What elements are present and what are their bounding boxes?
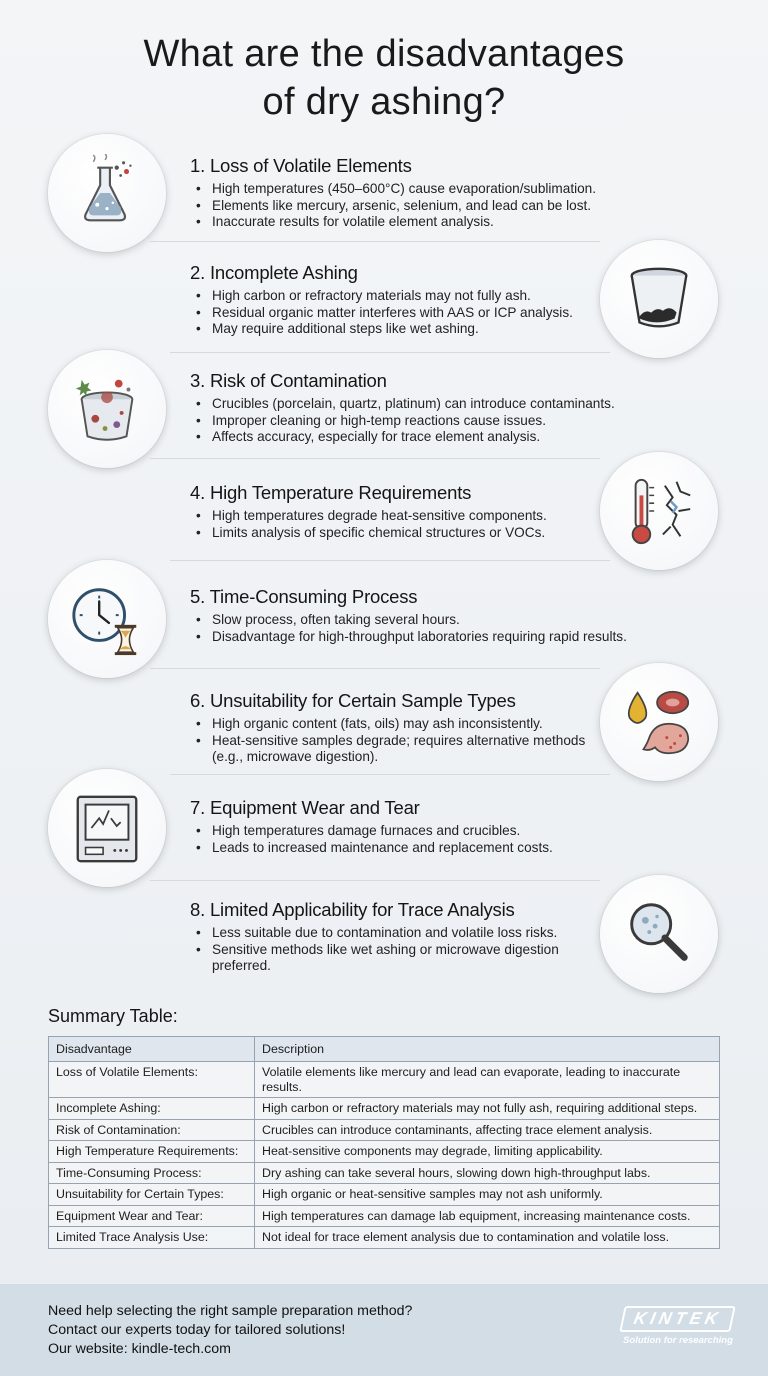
title-line-2: of dry ashing? [262, 81, 506, 123]
section-heading: 4. High Temperature Requirements [190, 482, 472, 503]
section-heading: 5. Time-Consuming Process [190, 586, 418, 607]
table-row [49, 1205, 720, 1227]
bullet: • High temperatures damage furnaces and crucibles. [190, 823, 660, 840]
table-cell: Crucibles can introduce contaminants, affecting trace element analysis. [255, 1119, 720, 1141]
bullet: • Inaccurate results for volatile element analysis. [190, 214, 660, 231]
divider [150, 241, 600, 242]
table-cell: Incomplete Ashing: [49, 1098, 255, 1120]
table-cell: Not ideal for trace element analysis due to contamination and volatile loss. [255, 1227, 720, 1249]
table-cell: Volatile elements like mercury and lead can evaporate, leading to inaccurate results. [255, 1062, 720, 1098]
bullet: • High temperatures degrade heat-sensitive components. [190, 508, 600, 525]
table-row [49, 1119, 720, 1141]
thermometer-icon [620, 472, 698, 550]
summary-title: Summary Table: [48, 1006, 178, 1026]
table-cell: High temperatures can damage lab equipment, increasing maintenance costs. [255, 1205, 720, 1227]
section-heading: 6. Unsuitability for Certain Sample Types [190, 690, 516, 711]
bullet: • High organic content (fats, oils) may ash inconsistently. [190, 716, 600, 733]
table-row [49, 1062, 720, 1098]
bullet: • High carbon or refractory materials may not fully ash. [190, 288, 600, 305]
table-cell: High carbon or refractory materials may not fully ash, requiring additional steps. [255, 1098, 720, 1120]
divider [170, 352, 610, 353]
magnifier-icon [620, 895, 698, 973]
brand-logo[interactable] [610, 1306, 746, 1346]
bullet: • Slow process, often taking several hours. [190, 612, 690, 629]
footer-website-link[interactable]: Our website: kindle-tech.com [48, 1341, 231, 1357]
divider [150, 458, 600, 459]
section-heading: 3. Risk of Contamination [190, 370, 387, 391]
brand-tagline: Solution for researching [623, 1335, 733, 1346]
bullet: • Affects accuracy, especially for trace element analysis. [190, 429, 670, 446]
section-trace-analysis [190, 899, 610, 975]
table-header-row [49, 1037, 720, 1062]
footer [0, 1284, 768, 1376]
crucible-icon-circle [600, 240, 718, 358]
bullet: • Residual organic matter interferes with AAS or ICP analysis. [190, 305, 600, 322]
table-cell: Risk of Contamination: [49, 1119, 255, 1141]
table-cell: Time-Consuming Process: [49, 1162, 255, 1184]
divider [170, 560, 610, 561]
section-volatile-loss [190, 155, 660, 231]
summary-table [48, 1036, 720, 1249]
trace-analysis-icon-circle [600, 875, 718, 993]
section-contamination [190, 370, 670, 446]
table-row [49, 1162, 720, 1184]
crucible-residue-icon [620, 260, 698, 338]
footer-line: Need help selecting the right sample preparation method? [48, 1303, 413, 1319]
footer-text [48, 1302, 412, 1359]
equipment-icon-circle [48, 769, 166, 887]
section-unsuitable-samples [190, 690, 600, 766]
contaminated-crucible-icon [68, 370, 146, 448]
bullet: • Elements like mercury, arsenic, selenium, and lead can be lost. [190, 198, 660, 215]
furnace-icon [68, 789, 146, 867]
table-cell: Equipment Wear and Tear: [49, 1205, 255, 1227]
bullet: • Crucibles (porcelain, quartz, platinum) can introduce contaminants. [190, 396, 670, 413]
section-equipment-wear [190, 797, 660, 856]
footer-line: Contact our experts today for tailored solutions! [48, 1322, 346, 1338]
bullet: • Heat-sensitive samples degrade; requires alternative methods (e.g., microwave digestion). [190, 733, 600, 766]
table-cell: High organic or heat-sensitive samples may not ash uniformly. [255, 1184, 720, 1206]
bullet: • High temperatures (450–600°C) cause evaporation/sublimation. [190, 181, 660, 198]
table-cell: Loss of Volatile Elements: [49, 1062, 255, 1098]
section-heading: 2. Incomplete Ashing [190, 262, 358, 283]
time-icon-circle [48, 560, 166, 678]
table-row [49, 1184, 720, 1206]
divider [170, 774, 610, 775]
table-cell: Unsuitability for Certain Types: [49, 1184, 255, 1206]
table-cell: Dry ashing can take several hours, slowing down high-throughput labs. [255, 1162, 720, 1184]
clock-hourglass-icon [68, 580, 146, 658]
bullet: • Less suitable due to contamination and volatile loss risks. [190, 925, 610, 942]
table-header: Disadvantage [49, 1037, 255, 1062]
oil-drop-meat-icon [620, 683, 698, 761]
section-incomplete-ashing [190, 262, 600, 338]
table-row [49, 1098, 720, 1120]
sample-types-icon-circle [600, 663, 718, 781]
page-title [0, 30, 768, 126]
table-cell: Heat-sensitive components may degrade, limiting applicability. [255, 1141, 720, 1163]
table-row [49, 1141, 720, 1163]
table-row [49, 1227, 720, 1249]
table-cell: High Temperature Requirements: [49, 1141, 255, 1163]
table-cell: Limited Trace Analysis Use: [49, 1227, 255, 1249]
brand-name: KINTEK [620, 1306, 737, 1332]
divider [150, 668, 600, 669]
section-time-consuming [190, 586, 690, 645]
bullet: • Leads to increased maintenance and replacement costs. [190, 840, 660, 857]
divider [150, 880, 600, 881]
flask-icon-circle [48, 134, 166, 252]
section-heading: 1. Loss of Volatile Elements [190, 155, 412, 176]
table-header: Description [255, 1037, 720, 1062]
section-heading: 7. Equipment Wear and Tear [190, 797, 420, 818]
section-heading: 8. Limited Applicability for Trace Analysis [190, 899, 515, 920]
bullet: • Sensitive methods like wet ashing or microwave digestion preferred. [190, 942, 610, 975]
bullet: • May require additional steps like wet ashing. [190, 321, 600, 338]
flask-icon [68, 154, 146, 232]
temperature-icon-circle [600, 452, 718, 570]
section-high-temperature [190, 482, 600, 541]
contamination-icon-circle [48, 350, 166, 468]
bullet: • Disadvantage for high-throughput laboratories requiring rapid results. [190, 629, 690, 646]
title-line-1: What are the disadvantages [143, 33, 625, 75]
bullet: • Limits analysis of specific chemical structures or VOCs. [190, 525, 600, 542]
bullet: • Improper cleaning or high-temp reactions cause issues. [190, 413, 670, 430]
